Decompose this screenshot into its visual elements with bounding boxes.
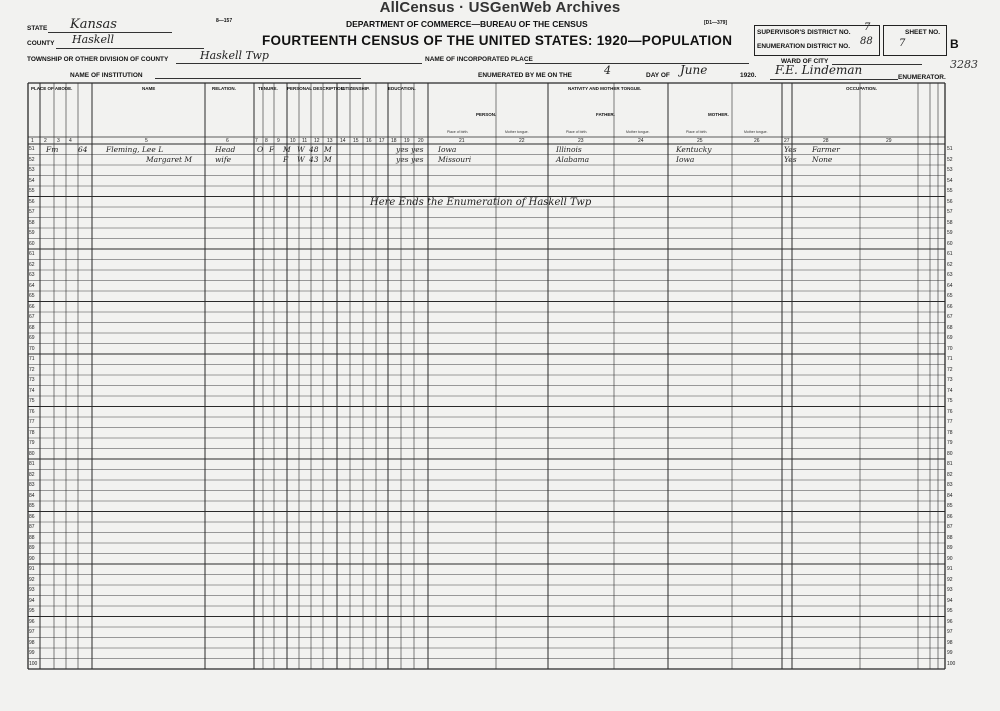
cell-occupation: Farmer	[812, 145, 840, 154]
row-number-right: 99	[947, 650, 953, 656]
row-number-right: 98	[947, 639, 953, 646]
row-number-right: 83	[947, 482, 953, 488]
group-relation: RELATION.	[212, 86, 236, 91]
column-number: 22	[519, 138, 525, 144]
column-number: 29	[886, 138, 892, 144]
column-number: 15	[353, 138, 359, 144]
row-number-right: 65	[947, 293, 953, 299]
row-number-left: 59	[29, 230, 35, 236]
row-number-right: 59	[947, 230, 953, 236]
cell-sex: M	[283, 145, 291, 154]
mother-mother-tongue: Mother tongue.	[744, 130, 768, 134]
column-number: 13	[327, 138, 333, 144]
person-place-of-birth: Place of birth.	[447, 130, 469, 134]
enumerator-signature: F.E. Lindeman	[775, 63, 863, 77]
cell-father-birthplace: Alabama	[556, 155, 590, 164]
row-number-left: 81	[29, 461, 35, 467]
row-number-left: 77	[29, 419, 35, 425]
row-number-left: 51	[29, 146, 35, 152]
row-number-right: 81	[947, 461, 953, 467]
row-number-left: 94	[29, 597, 35, 604]
column-number: 1	[31, 138, 34, 144]
row-number-right: 56	[947, 198, 953, 205]
father-mother-tongue: Mother tongue.	[626, 130, 650, 134]
row-number-right: 62	[947, 261, 953, 268]
cell-mother-birthplace: Iowa	[676, 155, 695, 164]
state-value: Kansas	[70, 17, 117, 32]
row-number-right: 80	[947, 450, 953, 457]
row-number-left: 65	[29, 293, 35, 299]
row-number-left: 67	[29, 314, 35, 320]
row-number-left: 87	[29, 524, 35, 530]
row-number-left: 82	[29, 471, 35, 478]
row-number-left: 99	[29, 650, 35, 656]
enumerated-month: June	[680, 63, 708, 77]
row-number-left: 78	[29, 429, 35, 436]
cell-write: yes	[411, 155, 424, 164]
column-number: 20	[418, 138, 424, 144]
state-label: STATE	[27, 25, 48, 32]
supervisor-value: 7	[864, 22, 871, 33]
row-number-left: 97	[29, 629, 35, 635]
row-number-right: 89	[947, 545, 953, 551]
column-number: 28	[823, 138, 829, 144]
county-label: COUNTY	[27, 40, 55, 47]
row-number-right: 78	[947, 429, 953, 436]
row-number-left: 74	[29, 387, 35, 394]
row-number-left: 88	[29, 534, 35, 541]
row-number-right: 76	[947, 408, 953, 415]
row-number-left: 92	[29, 576, 35, 583]
group-citizenship: CITIZENSHIP.	[341, 86, 370, 91]
group-tenure: TENURE.	[258, 86, 278, 91]
row-number-left: 76	[29, 408, 35, 415]
row-number-left: 56	[29, 198, 35, 205]
row-number-left: 61	[29, 251, 35, 257]
enumeration-label: ENUMERATION DISTRICT NO.	[757, 43, 851, 50]
cell-english: Yes	[784, 155, 797, 164]
row-number-right: 90	[947, 555, 953, 562]
institution-label: NAME OF INSTITUTION	[70, 72, 143, 79]
row-number-left: 53	[29, 167, 35, 173]
cell-father-birthplace: Illinois	[556, 145, 582, 154]
census-title: FOURTEENTH CENSUS OF THE UNITED STATES: 1920—POPULATION	[262, 33, 733, 48]
group-place-of-abode: PLACE OF ABODE.	[31, 86, 73, 91]
column-number: 6	[226, 138, 229, 144]
column-number: 27	[784, 138, 790, 144]
column-number: 11	[302, 138, 308, 144]
row-number-left: 79	[29, 440, 35, 446]
row-number-left: 90	[29, 555, 35, 562]
row-number-right: 72	[947, 366, 953, 373]
row-number-right: 63	[947, 272, 953, 278]
group-nativity: NATIVITY AND MOTHER TONGUE.	[568, 86, 642, 91]
cell-marital: M	[324, 155, 332, 164]
cell-age: 43	[309, 155, 319, 164]
column-number: 18	[391, 138, 397, 144]
cell-race: W	[297, 155, 305, 164]
row-number-left: 95	[29, 608, 35, 614]
form-number: 8—157	[216, 18, 233, 24]
group-occupation: OCCUPATION.	[846, 86, 877, 91]
row-number-right: 84	[947, 492, 953, 499]
row-number-right: 75	[947, 398, 953, 404]
row-number-right: 73	[947, 377, 953, 383]
row-number-left: 93	[29, 587, 35, 593]
township-label: TOWNSHIP OR OTHER DIVISION OF COUNTY	[27, 56, 169, 63]
row-number-right: 55	[947, 188, 953, 194]
year-label: 1920.	[740, 72, 757, 79]
row-number-right: 77	[947, 419, 953, 425]
row-number-right: 94	[947, 597, 953, 604]
group-name: NAME	[142, 86, 156, 91]
row-number-left: 55	[29, 188, 35, 194]
group-mother: MOTHER.	[708, 112, 729, 117]
end-of-enumeration-note: Here Ends the Enumeration of Haskell Twp	[370, 197, 592, 208]
row-number-left: 84	[29, 492, 35, 499]
row-number-left: 80	[29, 450, 35, 457]
row-number-right: 74	[947, 387, 953, 394]
cell-dwelling: 64	[78, 145, 88, 154]
township-value: Haskell Twp	[200, 49, 269, 62]
day-of-label: DAY OF	[646, 72, 670, 79]
column-number: 12	[314, 138, 320, 144]
row-number-left: 86	[29, 513, 35, 520]
cell-read: yes	[396, 145, 409, 154]
row-number-right: 67	[947, 314, 953, 320]
row-number-left: 58	[29, 219, 35, 226]
row-number-left: 72	[29, 366, 35, 373]
row-number-left: 85	[29, 503, 35, 509]
father-place-of-birth: Place of birth.	[566, 130, 588, 134]
group-person: PERSON.	[476, 112, 497, 117]
cell-write: yes	[411, 145, 424, 154]
cell-name: Fleming, Lee L	[106, 145, 164, 154]
row-number-left: 83	[29, 482, 35, 488]
ward-label: WARD OF CITY	[781, 58, 829, 65]
row-number-right: 70	[947, 345, 953, 352]
column-number: 2	[44, 138, 47, 144]
cell-age: 48	[309, 145, 319, 154]
row-number-right: 97	[947, 629, 953, 635]
sheet-number: 7	[899, 38, 906, 49]
column-number: 7	[255, 138, 258, 144]
row-number-left: 68	[29, 324, 35, 331]
cell-read: yes	[396, 155, 409, 164]
form-code: [D1—379]	[704, 20, 728, 26]
row-number-right: 92	[947, 576, 953, 583]
column-number: 3	[57, 138, 60, 144]
row-number-right: 58	[947, 219, 953, 226]
sheet-label: SHEET NO.	[905, 29, 941, 36]
incorporated-label: NAME OF INCORPORATED PLACE	[425, 56, 533, 63]
row-number-left: 54	[29, 177, 35, 184]
row-number-right: 71	[947, 356, 953, 362]
cell-name: Margaret M	[146, 155, 193, 164]
cell-tenure: O	[257, 145, 264, 154]
column-number: 19	[404, 138, 410, 144]
row-number-right: 82	[947, 471, 953, 478]
column-number: 17	[379, 138, 385, 144]
column-number: 23	[578, 138, 584, 144]
cell-road: Fm	[46, 145, 59, 154]
row-number-left: 62	[29, 261, 35, 268]
row-number-left: 64	[29, 282, 35, 289]
cell-birthplace: Iowa	[438, 145, 457, 154]
row-number-right: 100	[947, 660, 956, 667]
sheet-letter: B	[950, 37, 959, 51]
row-number-left: 52	[29, 156, 35, 163]
row-number-right: 69	[947, 335, 953, 341]
column-number: 4	[69, 138, 72, 144]
column-number: 10	[290, 138, 296, 144]
row-number-right: 60	[947, 240, 953, 247]
supervisor-label: SUPERVISOR'S DISTRICT NO.	[757, 29, 851, 36]
cell-relation: wife	[215, 155, 232, 164]
group-father: FATHER.	[596, 112, 615, 117]
row-number-right: 54	[947, 177, 953, 184]
column-number: 21	[459, 138, 465, 144]
margin-scrawl: 3283	[950, 58, 978, 71]
cell-relation: Head	[215, 145, 236, 154]
enumeration-value: 88	[860, 36, 873, 47]
row-number-right: 51	[947, 146, 953, 152]
row-number-right: 61	[947, 251, 953, 257]
row-number-left: 91	[29, 566, 35, 572]
row-number-right: 85	[947, 503, 953, 509]
row-number-right: 79	[947, 440, 953, 446]
department-line: DEPARTMENT OF COMMERCE—BUREAU OF THE CENSUS	[346, 19, 588, 29]
row-number-right: 91	[947, 566, 953, 572]
row-number-right: 95	[947, 608, 953, 614]
row-number-right: 96	[947, 618, 953, 625]
row-number-right: 53	[947, 167, 953, 173]
row-number-right: 66	[947, 303, 953, 310]
county-value: Haskell	[72, 33, 115, 46]
cell-english: Yes	[784, 145, 797, 154]
cell-marital: M	[324, 145, 332, 154]
row-number-right: 57	[947, 209, 953, 215]
row-number-left: 89	[29, 545, 35, 551]
row-number-left: 98	[29, 639, 35, 646]
column-number: 8	[265, 138, 268, 144]
column-number: 24	[638, 138, 644, 144]
cell-sex: F	[283, 155, 289, 164]
row-number-left: 100	[29, 660, 38, 667]
row-number-right: 64	[947, 282, 953, 289]
cell-mother-birthplace: Kentucky	[676, 145, 712, 154]
row-number-left: 66	[29, 303, 35, 310]
group-personal: PERSONAL DESCRIPTION.	[287, 86, 346, 91]
enumerated-label: ENUMERATED BY ME ON THE	[478, 72, 573, 79]
group-education: EDUCATION.	[388, 86, 416, 91]
column-number: 25	[697, 138, 703, 144]
row-number-left: 96	[29, 618, 35, 625]
row-number-right: 68	[947, 324, 953, 331]
cell-birthplace: Missouri	[438, 155, 472, 164]
column-number: 16	[366, 138, 372, 144]
row-number-left: 60	[29, 240, 35, 247]
row-number-right: 87	[947, 524, 953, 530]
row-number-right: 93	[947, 587, 953, 593]
row-number-left: 75	[29, 398, 35, 404]
row-number-left: 63	[29, 272, 35, 278]
cell-home: F	[269, 145, 275, 154]
row-number-left: 57	[29, 209, 35, 215]
row-number-right: 52	[947, 156, 953, 163]
cell-race: W	[297, 145, 305, 154]
row-number-left: 69	[29, 335, 35, 341]
enumerator-label: ENUMERATOR.	[898, 74, 946, 81]
person-mother-tongue: Mother tongue.	[505, 130, 529, 134]
row-number-left: 73	[29, 377, 35, 383]
column-number: 14	[340, 138, 346, 144]
cell-occupation: None	[812, 155, 833, 164]
mother-place-of-birth: Place of birth.	[686, 130, 708, 134]
column-number: 26	[754, 138, 760, 144]
row-number-right: 88	[947, 534, 953, 541]
row-number-left: 71	[29, 356, 35, 362]
row-number-right: 86	[947, 513, 953, 520]
row-number-left: 70	[29, 345, 35, 352]
column-number: 9	[277, 138, 280, 144]
archive-watermark: AllCensus · USGenWeb Archives	[379, 0, 621, 16]
column-number: 5	[145, 138, 148, 144]
enumerated-day: 4	[604, 64, 611, 77]
